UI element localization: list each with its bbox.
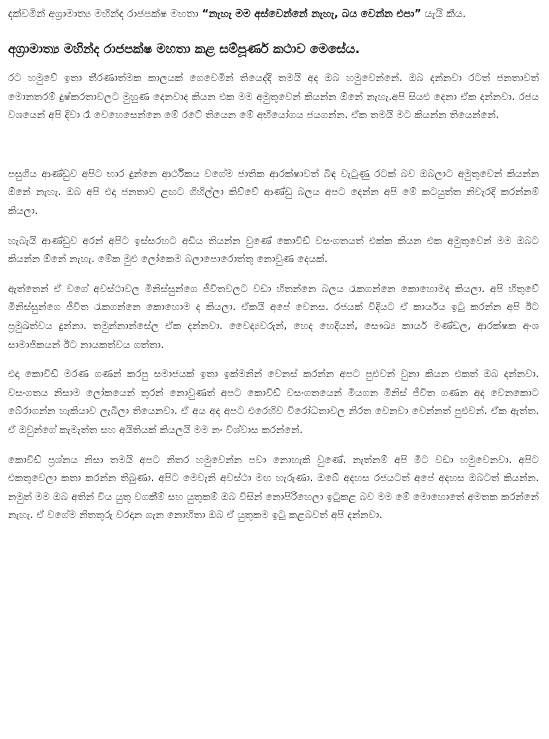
paragraph-2: පසුගිය ආණ්ඩුව අපිට භාර දුන්නෙ ආර්ථිකය වගේම ජාතික ආරක්ෂාවත් බිඳ වැටුණු රටක් බව ඔබලාට අමුතුවෙන් කියන්න ඕනේ නැහැ. ඔබ අපි එදා ජනතාව ළඟට ගිහිල්ලා කිව්වේ ආණ්ඩු බලය අපට දෙන්න අපි මේ කටයුත්ත නිවැරදි කරන්නම් කියලා. [8, 168, 539, 217]
intro-quote-text: “නැහැ මම අස්වෙන්නේ නැහැ, බය වෙන්න එපා” [201, 8, 422, 20]
paragraph-6: කොවිඩ් ප්‍රශ්නය නිසා තමයි අපට නිතර හමුවෙන්න පවා නොහැකි වුණේ. නැත්නම් අපි මීට වඩා හමුවෙනවා. අපිට එකතුවෙලා කතා කරන්න තිබුණා. අපිට මෙවැනි අවස්ථා මඟ හැරුණා. ඔබේ අදහස රජයටත් අපේ අදහස ඔබටත් කියන්න. නමුත් මම ඔබ අතින් විය යුතු වගකීම් සහ යුතුකම් ඔබ විසින් නොපිරිහෙලා ඉටුකළ බව මම මේ මොහොතේ අමතක කරන්නේ නැහැ. ඒ වගේම නිතතුරු වරදාන ගැන නොහිතා ඔබ ඒ යුතුකම ඉටු කළබවත් අපි දන්නවා. [8, 454, 539, 522]
paragraph-3: හැබැයි ආණ්ඩුව අරන් අපිට ඉස්සරහට අඩිය තියන්න වුණේ කොවිඩ් වසංගතයත් එක්ක කියන එක අමුතුවෙන් මම ඔබට කියන්න ඕනේ නැහැ. මේක මුළු ලෝකෙම බලාපොරොත්තු නොවුණ දෙයක්. [8, 235, 539, 266]
paragraph-4: ඇත්තෙන් ඒ වගේ අවස්ථාවල මිනිස්සුන්ගෙ ජීවිතවලට වඩා හිතන්නෙ බලය රැකගන්නෙ කොහොමද කියලා. අපි හිතුවේ මිනිස්සුන්ගෙ ජීවිත රැකගන්නෙ කොහොම ද කියලා. ඒකයි අපේ වෙනස. රජයක් විදියට ඒ කාර්යය ඉටු කරන්න අපි ඊට ප්‍රමුඛත්වය දුන්නා. තමුන්නාන්සේල ඒක දන්නවා. වෛද්‍යවරුන්, හෙද හෙදියන්, සෞඛ්‍ය කාර්ය මණ්ඩල, ආරක්ෂක අංශ සාමාජිකයන් ඊට නායකත්වය ගත්තා. [8, 283, 539, 351]
intro-paragraph [8, 4, 539, 24]
section-title: අග්‍රාමාත්‍ය මහින්ද රාජපක්ෂ මහතා කළ සම්පූර්ණ කථාව මෙසේය. [8, 42, 360, 57]
paragraph-1: රට හමුවේ ඉතා තීරණාත්මක කාලයක් ගෙවෙමින් තියෙද්දි තමයි අද ඔබ හමුවෙන්නේ. ඔබ දන්නවා රටත් ජනතාවත් මොනතරම් දුෂ්කරතාවලට මුහුණ දෙනවාද කියන එක මම අමුතුවෙන් කියන්න ඕනේ නැහැ.අපි සියළු දෙනා ඒක දන්නවා. රජය වශයෙන් අපි දිවා රෑ වෙහෙසෙන්නෙ මේ රටේ තියෙන මේ අභියෝගය ජයගන්න. ඒක තමයි මට කියන්න තියෙන්නේ. [8, 73, 539, 122]
paragraph-5: එදා කොවිඩ් මරණ ගණන් කරපු සමාජයක් ඉතා ඉක්මනින් වෙනස් කරන්න අපට පුළුවන් වුනා කියන එකත් ඔබ දන්නවා. වසංගතය නිසාම ලෝකයෙන් තුරන් නොවුණත් අපට කොවිඩ් වසංගතයෙන් මියගන මිනිස් ජීවිත ගණන අද වෙනකොට බේරාගන්න හැකියාව ලැබිලා තියෙනවා. ඒ අය අද අපට එරෙහිව විරෝධතාවල නිරත වෙනවා වෙන්නත් පුළුවන්. ඒක ඇත්ත. ඒ ඔවුන්ගේ කැමැත්ත සහ අයිතියක් කියලයි මම නං විශ්වාස කරන්නේ. [8, 369, 539, 436]
intro-lead-text: දක්වමින් අග්‍රාමාත්‍ය මහින්ද රාජපක්ෂ මහතා [8, 8, 202, 20]
intro-tail-text: යැයි කීය. [421, 8, 466, 20]
